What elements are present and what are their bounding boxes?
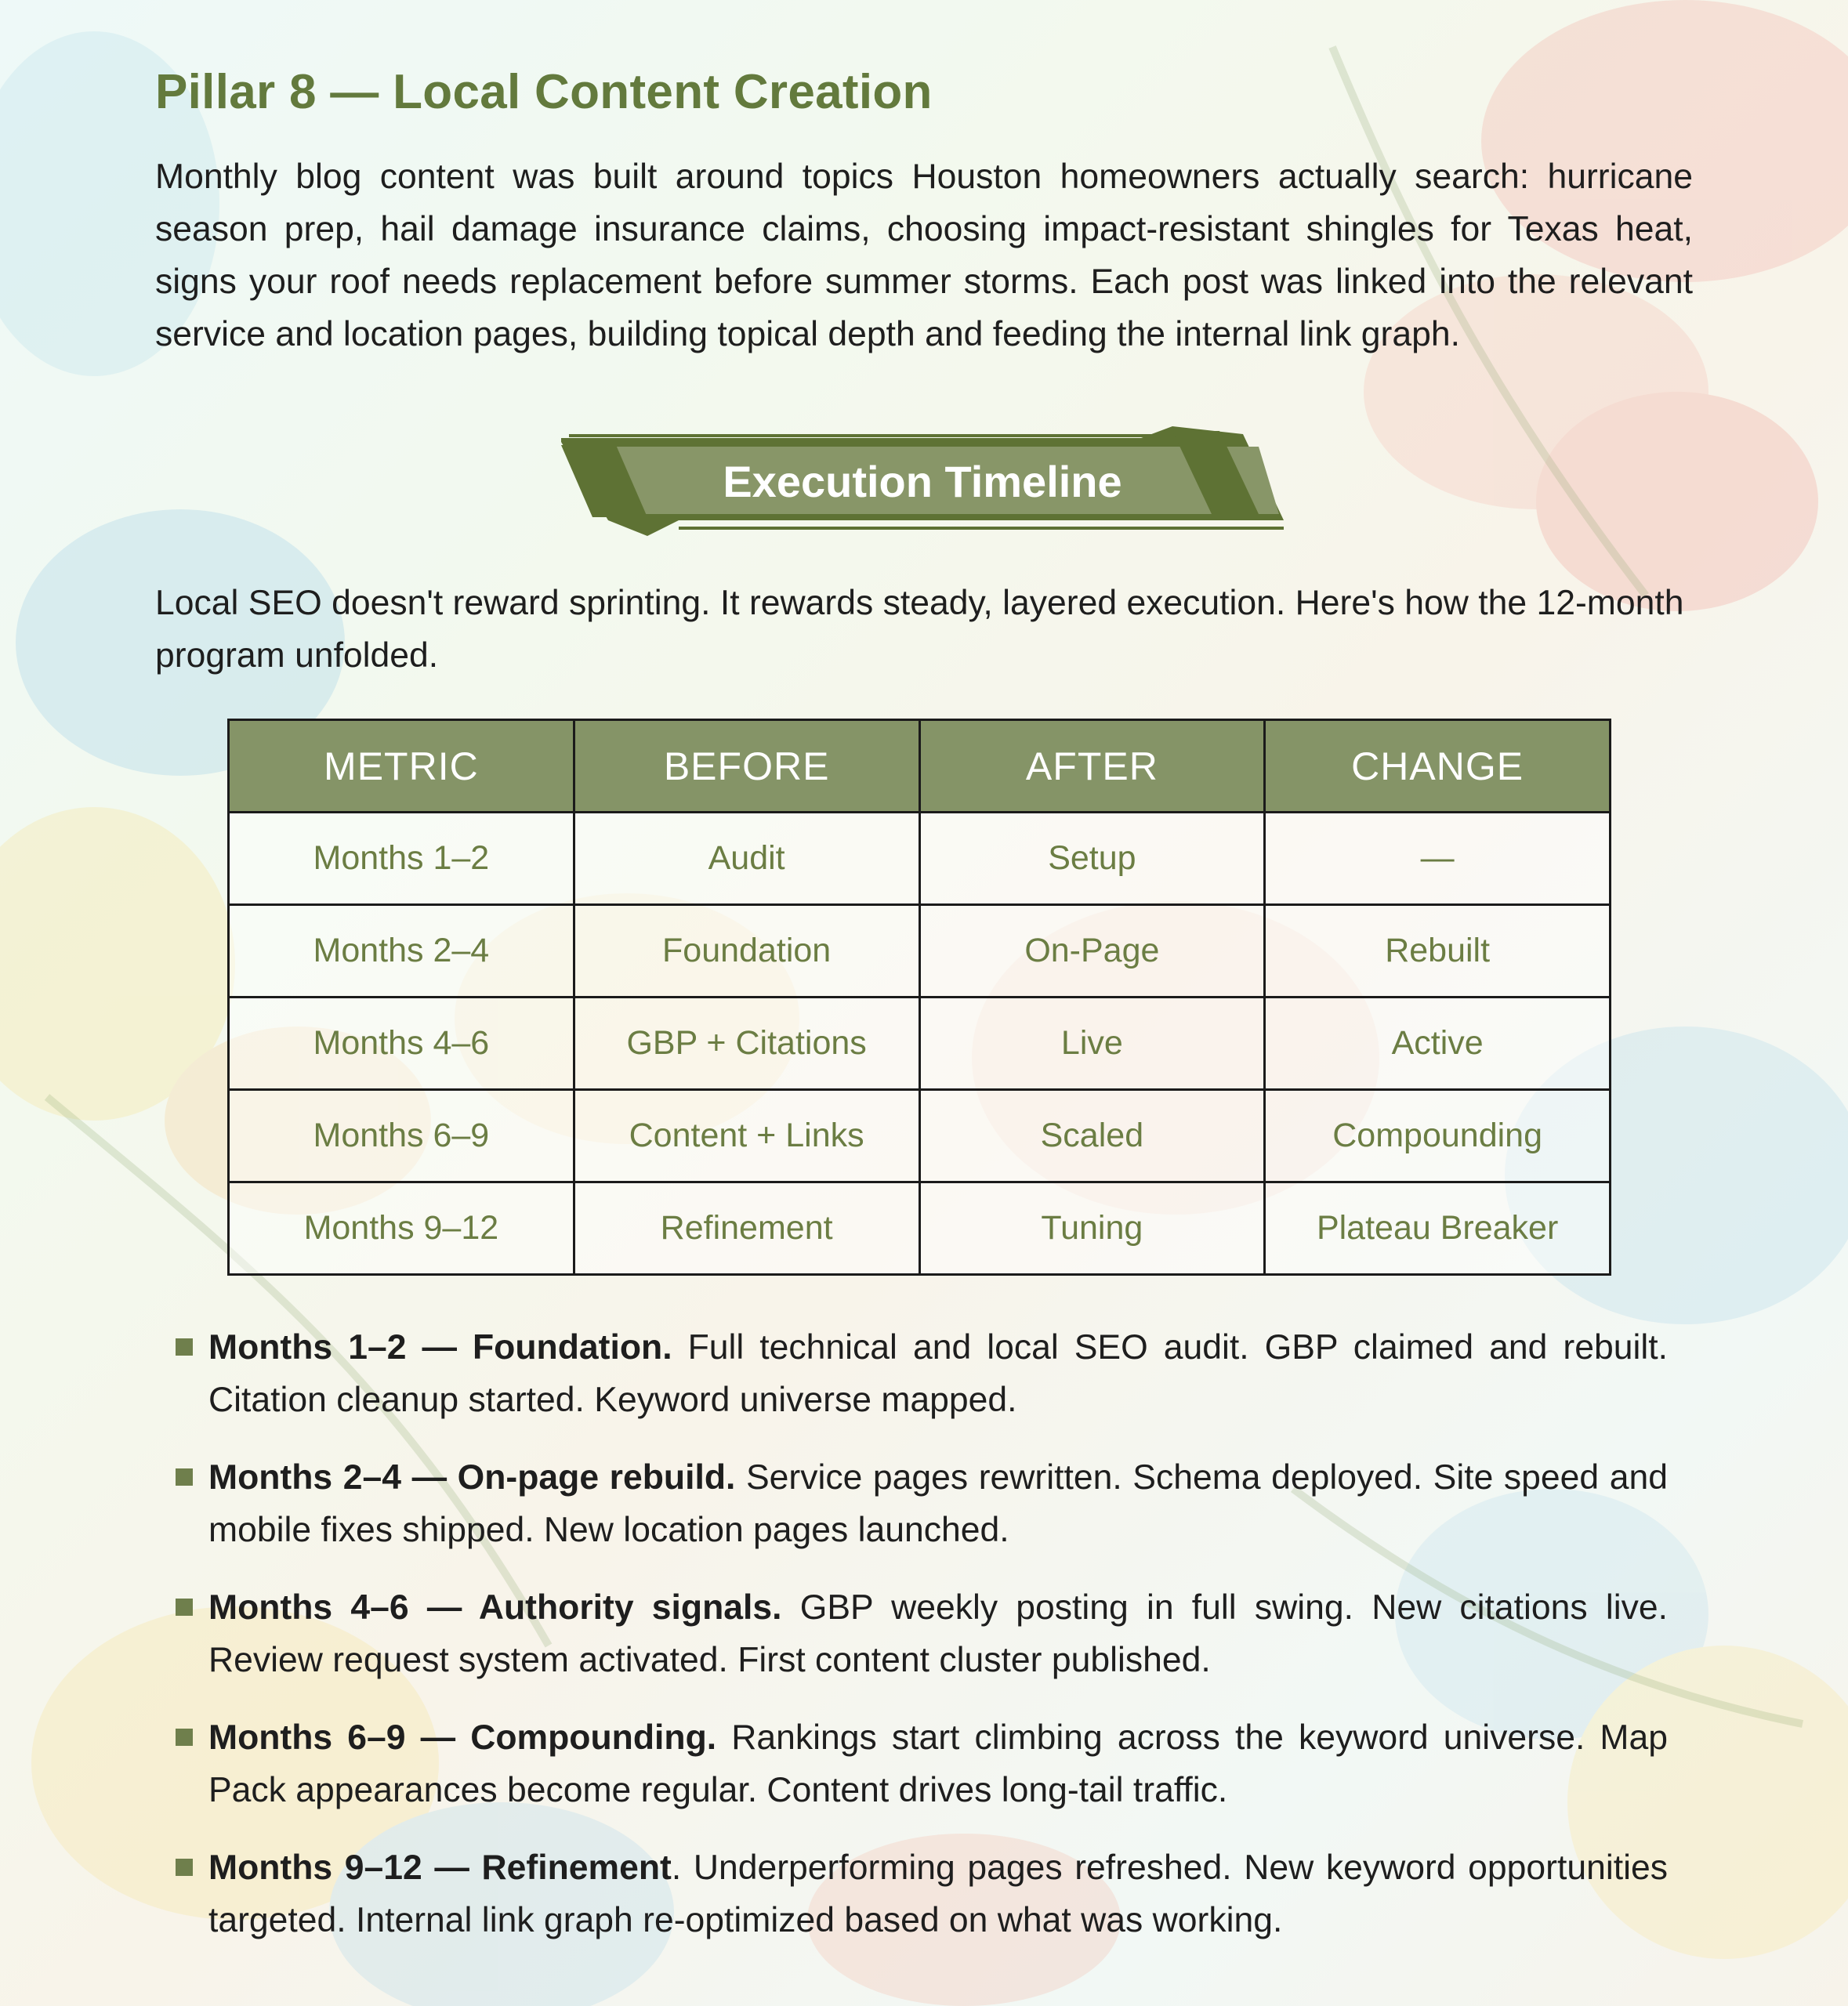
list-item [155,1581,1668,1686]
table-header-row [229,720,1611,813]
page-title: Pillar 8 — Local Content Creation [155,65,933,119]
step-lead: Months 4–6 — Authority signals. [208,1588,782,1627]
table-cell: Refinement [574,1182,919,1275]
step-text: GBP weekly posting in full swing. New citations live. Review request system activated. First content cluster published. [208,1588,1668,1679]
table-cell: Active [1265,998,1611,1090]
column-header: AFTER [919,720,1265,813]
list-item [155,1711,1668,1816]
step-lead: Months 6–9 — Compounding. [208,1718,717,1757]
table-row [229,1182,1611,1275]
table-cell: Foundation [574,905,919,998]
timeline-steps-list [155,1321,1668,1972]
section-banner [561,426,1284,538]
table-cell: Rebuilt [1265,905,1611,998]
table-cell: Months 1–2 [229,813,574,905]
table-cell: On-Page [919,905,1265,998]
table-cell: Scaled [919,1090,1265,1182]
table-cell: Live [919,998,1265,1090]
table-row [229,813,1611,905]
table-cell: Setup [919,813,1265,905]
table-cell: Tuning [919,1182,1265,1275]
table-row [229,998,1611,1090]
step-text: . Underperforming pages refreshed. New keyword opportunities targeted. Internal link graph re-optimized based on what was working. [208,1848,1668,1939]
table-cell: Months 6–9 [229,1090,574,1182]
table-cell: Content + Links [574,1090,919,1182]
table-row [229,905,1611,998]
step-text: Service pages rewritten. Schema deployed. Site speed and mobile fixes shipped. New location pages launched. [208,1458,1668,1549]
intro-paragraph: Monthly blog content was built around topics Houston homeowners actually search: hurricane season prep, hail damage insurance claims, choosing impact-resistant shingles for Texas heat, signs your roof needs replacement before summer storms. Each post was linked into the relevant service and location pages, building topical depth and feeding the internal link graph. [155,158,1693,353]
table-cell: Months 9–12 [229,1182,574,1275]
square-bullet-icon [176,1468,193,1486]
step-lead: Months 2–4 — On-page rebuild. [208,1458,736,1497]
step-lead: Months 1–2 — Foundation. [208,1328,672,1367]
step-lead: Months 9–12 — Refinement [208,1848,672,1887]
square-bullet-icon [176,1338,193,1356]
lead-paragraph: Local SEO doesn't reward sprinting. It rewards steady, layered execution. Here's how the 12-month program unfolded. [155,584,1684,675]
square-bullet-icon [176,1859,193,1876]
list-item [155,1451,1668,1556]
step-text: Rankings start climbing across the keyword universe. Map Pack appearances become regular. Content drives long-tail traffic. [208,1718,1668,1809]
list-item [155,1321,1668,1426]
table-cell: — [1265,813,1611,905]
table-cell: Audit [574,813,919,905]
list-item [155,1841,1668,1946]
table-cell: Months 2–4 [229,905,574,998]
square-bullet-icon [176,1729,193,1746]
column-header: BEFORE [574,720,919,813]
timeline-table [227,719,1611,1276]
table-cell: GBP + Citations [574,998,919,1090]
table-cell: Months 4–6 [229,998,574,1090]
banner-title: Execution Timeline [723,457,1122,506]
column-header: CHANGE [1265,720,1611,813]
square-bullet-icon [176,1599,193,1616]
table-row [229,1090,1611,1182]
table-cell: Plateau Breaker [1265,1182,1611,1275]
step-text: Full technical and local SEO audit. GBP claimed and rebuilt. Citation cleanup started. Keyword universe mapped. [208,1328,1668,1419]
table-cell: Compounding [1265,1090,1611,1182]
column-header: METRIC [229,720,574,813]
